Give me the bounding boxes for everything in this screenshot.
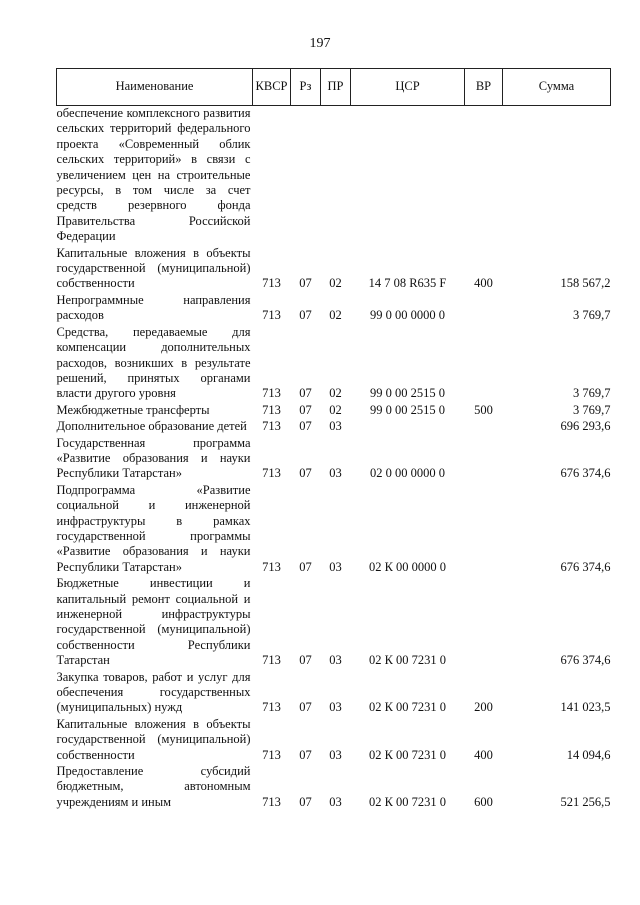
row-pr-cell: 03 [329, 700, 342, 715]
row-name-cell: Непрограммные направления расходов [56, 292, 251, 323]
row-pr-cell: 03 [329, 419, 342, 434]
row-sum-cell: 141 023,5 [560, 700, 611, 715]
row-sum-cell: 696 293,6 [560, 419, 611, 434]
row-csr-cell: 02 К 00 7231 0 [368, 700, 447, 715]
row-rz-cell: 07 [299, 466, 312, 481]
table-row [57, 764, 611, 811]
column-header-name: Наименование [57, 69, 253, 106]
row-sum-cell: 158 567,2 [560, 276, 611, 291]
row-csr-cell: 99 0 00 2515 0 [370, 402, 445, 417]
row-vr-cell [465, 483, 503, 576]
row-name-cell: Закупка товаров, работ и услуг для обеспечения государственных (муниципальных) нужд [56, 669, 251, 715]
table-row [57, 419, 611, 435]
row-pr-cell: 03 [329, 466, 342, 481]
row-name-cell: Капитальные вложения в объекты государственной (муниципальной) собственности [56, 716, 251, 762]
row-csr-cell [351, 419, 465, 435]
row-sum-cell: 676 374,6 [560, 653, 611, 668]
table-row [57, 717, 611, 764]
row-vr-cell [465, 576, 503, 669]
table-row [57, 483, 611, 576]
row-pr-cell: 02 [329, 276, 342, 291]
row-sum-cell: 14 094,6 [566, 747, 611, 762]
row-rz-cell [291, 106, 321, 246]
row-pr-cell: 03 [329, 747, 342, 762]
row-csr-cell: 99 0 00 0000 0 [370, 308, 445, 323]
row-csr-cell: 02 К 00 0000 0 [368, 559, 447, 574]
row-kvsr-cell: 713 [262, 794, 281, 809]
column-header-pr: ПР [321, 69, 351, 106]
row-kvsr-cell: 713 [262, 466, 281, 481]
row-vr-cell [465, 419, 503, 435]
row-vr-cell [465, 436, 503, 483]
row-vr-cell [465, 106, 503, 246]
row-vr-cell: 200 [474, 700, 493, 715]
row-name-cell: Бюджетные инвестиции и капитальный ремонт социальной и инженерной инфраструктуры государственной (муниципальной) собственности Республики Татарстан [56, 576, 251, 668]
column-header-rz: Рз [291, 69, 321, 106]
table-header-row [57, 69, 611, 106]
row-sum-cell: 3 769,7 [573, 402, 611, 417]
row-rz-cell: 07 [299, 794, 312, 809]
row-kvsr-cell: 713 [262, 653, 281, 668]
row-vr-cell [465, 325, 503, 403]
row-kvsr-cell: 713 [262, 419, 281, 434]
row-rz-cell: 07 [299, 419, 312, 434]
page-number: 197 [309, 36, 331, 51]
table-row [57, 670, 611, 717]
row-csr-cell [351, 106, 465, 246]
row-sum-cell: 521 256,5 [560, 794, 611, 809]
column-header-sum: Сумма [503, 69, 611, 106]
row-name-cell: Средства, передаваемые для компенсации дополнительных расходов, возникших в результате решений, принятых органами власти другого уровня [56, 324, 251, 401]
row-rz-cell: 07 [299, 308, 312, 323]
row-sum-cell [503, 106, 611, 246]
table-row [57, 403, 611, 419]
row-vr-cell: 600 [474, 794, 493, 809]
row-csr-cell: 99 0 00 2515 0 [370, 386, 445, 401]
row-name-cell: Дополнительное образование детей [56, 419, 247, 434]
row-name-cell: Государственная программа «Развитие образования и науки Республики Татарстан» [56, 435, 251, 481]
table-body [57, 106, 611, 812]
row-sum-cell: 676 374,6 [560, 559, 611, 574]
row-pr-cell: 02 [329, 308, 342, 323]
row-vr-cell: 400 [474, 747, 493, 762]
column-header-csr: ЦСР [351, 69, 465, 106]
table-row [57, 106, 611, 246]
row-kvsr-cell: 713 [262, 276, 281, 291]
row-pr-cell: 02 [329, 386, 342, 401]
row-rz-cell: 07 [299, 559, 312, 574]
row-vr-cell [465, 293, 503, 325]
row-rz-cell: 07 [299, 276, 312, 291]
row-csr-cell: 02 К 00 7231 0 [368, 747, 447, 762]
row-kvsr-cell: 713 [262, 700, 281, 715]
table-row [57, 436, 611, 483]
row-rz-cell: 07 [299, 700, 312, 715]
budget-table [56, 68, 611, 811]
row-pr-cell [321, 106, 351, 246]
row-name-cell: Межбюджетные трансферты [56, 402, 210, 417]
row-name-cell: Предоставление субсидий бюджетным, автономным учреждениям и иным [56, 764, 251, 809]
row-rz-cell: 07 [299, 747, 312, 762]
row-pr-cell: 03 [329, 653, 342, 668]
row-pr-cell: 02 [329, 402, 342, 417]
row-rz-cell: 07 [299, 402, 312, 417]
table-row [57, 325, 611, 403]
row-sum-cell: 676 374,6 [560, 466, 611, 481]
row-kvsr-cell [253, 106, 291, 246]
row-csr-cell: 02 К 00 7231 0 [368, 794, 447, 809]
row-rz-cell: 07 [299, 653, 312, 668]
row-name-cell: Подпрограмма «Развитие социальной и инженерной инфраструктуры в рамках государственной программы «Развитие образования и науки Республики Татарстан» [56, 482, 251, 574]
row-csr-cell: 14 7 08 R635 F [368, 276, 447, 291]
row-rz-cell: 07 [299, 386, 312, 401]
table-row [57, 293, 611, 325]
row-kvsr-cell: 713 [262, 747, 281, 762]
row-csr-cell: 02 К 00 7231 0 [368, 653, 447, 668]
row-vr-cell: 400 [474, 276, 493, 291]
row-pr-cell: 03 [329, 559, 342, 574]
row-pr-cell: 03 [329, 794, 342, 809]
table-row [57, 246, 611, 293]
table-row [57, 576, 611, 669]
row-name-cell: обеспечение комплексного развития сельских территорий федерального проекта «Современный облик сельских территорий» в связи с увеличением цен на строительные ресурсы, в том числе за счет средств резервного фонда Правительства Российской Федерации [56, 106, 251, 244]
row-kvsr-cell: 713 [262, 308, 281, 323]
row-kvsr-cell: 713 [262, 386, 281, 401]
column-header-vr: ВР [465, 69, 503, 106]
row-sum-cell: 3 769,7 [573, 308, 611, 323]
row-kvsr-cell: 713 [262, 559, 281, 574]
row-vr-cell: 500 [474, 402, 493, 417]
row-csr-cell: 02 0 00 0000 0 [370, 466, 445, 481]
column-header-kvsr: КВСР [253, 69, 291, 106]
row-kvsr-cell: 713 [262, 402, 281, 417]
row-name-cell: Капитальные вложения в объекты государственной (муниципальной) собственности [56, 245, 251, 291]
row-sum-cell: 3 769,7 [573, 386, 611, 401]
